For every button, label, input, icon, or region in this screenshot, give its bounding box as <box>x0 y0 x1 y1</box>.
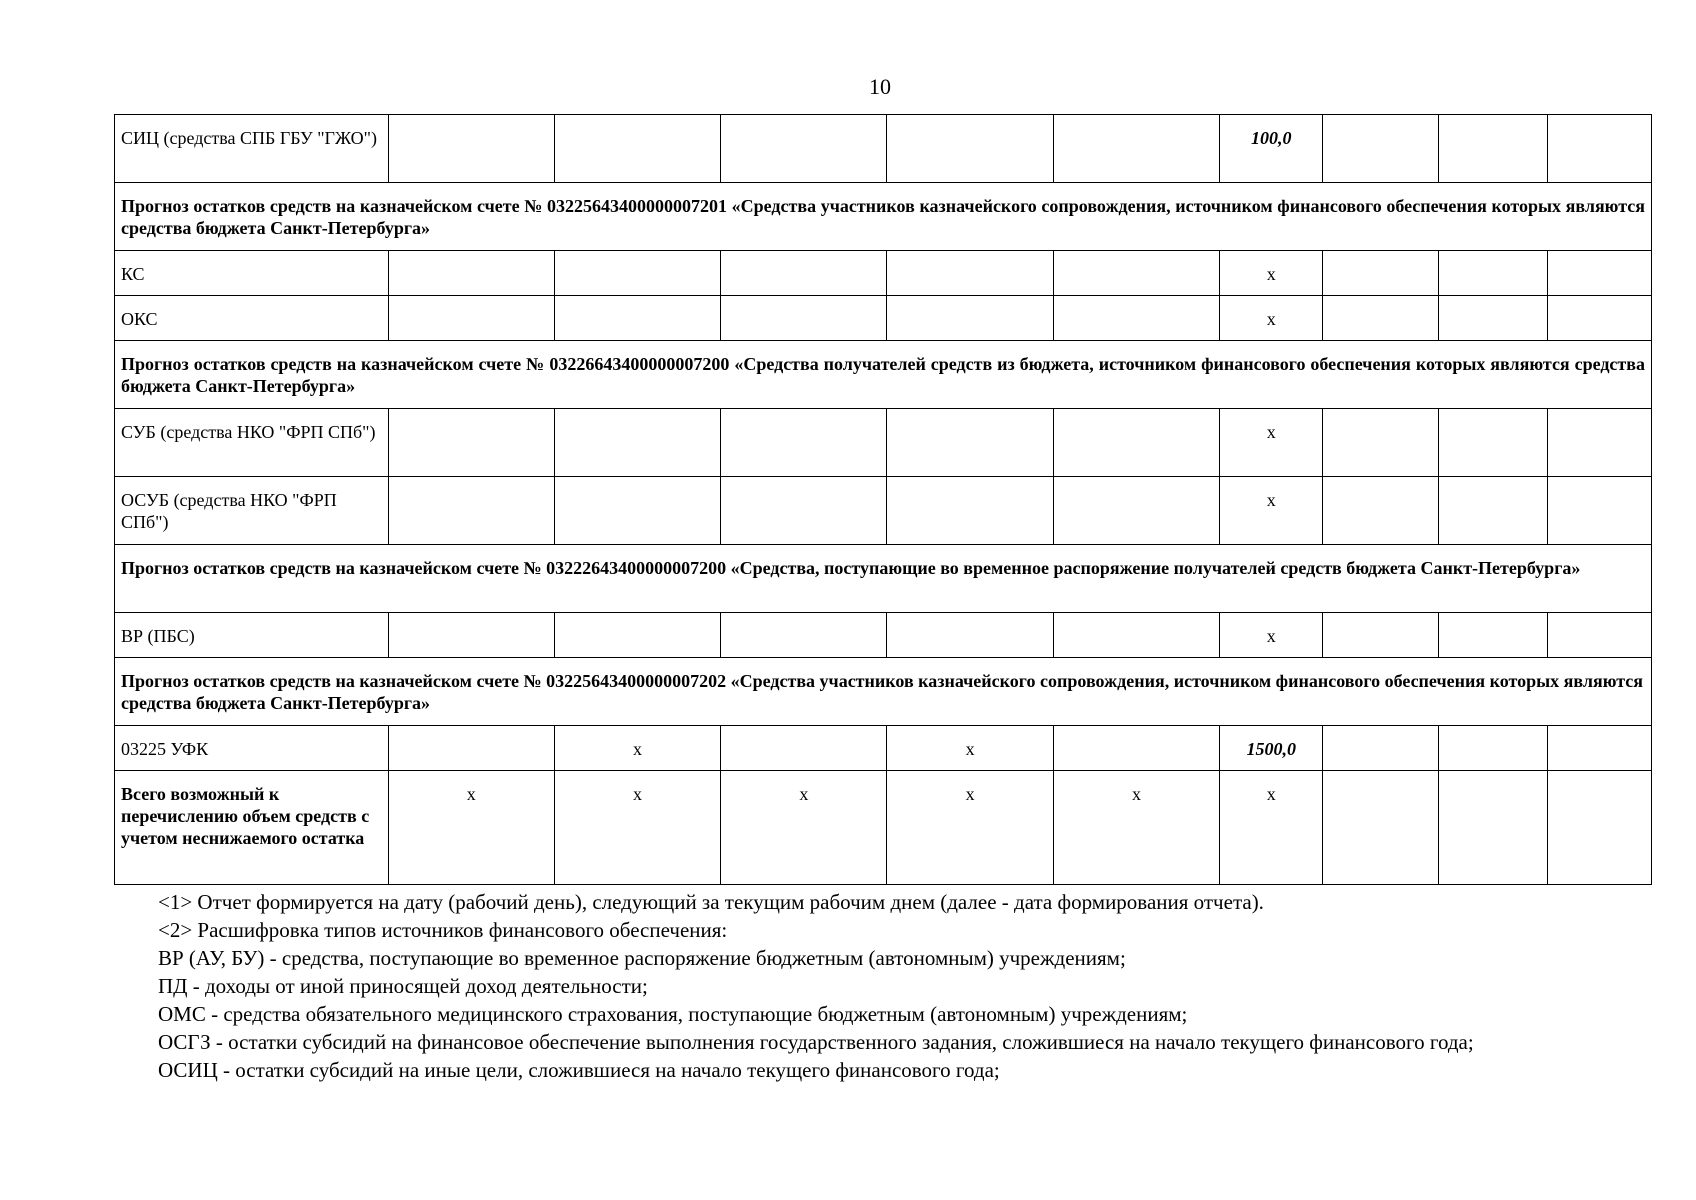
cell-value: x <box>466 784 476 804</box>
cell-value: x <box>965 739 975 759</box>
row-label: Всего возможный к перечислению объем средств с учетом неснижаемого остатка <box>115 771 389 885</box>
table-cell <box>554 771 720 885</box>
section-header: Прогноз остатков средств на казначейском счете № 03226643400000007200 «Средства получателей средств из бюджета, источником финансового обеспечения которых являются средства бюджета Санкт-Петербурга» <box>115 341 1652 409</box>
table-cell <box>1323 613 1438 658</box>
note-vr: ВР (АУ, БУ) - средства, поступающие во временное распоряжение бюджетным (автономным) учреждениям; <box>158 946 1126 970</box>
table-row <box>115 115 1652 183</box>
table-cell <box>721 115 887 183</box>
table-row <box>115 251 1652 296</box>
table-row <box>115 296 1652 341</box>
table-cell <box>1323 726 1438 771</box>
note-pd: ПД - доходы от иной приносящей доход деятельности; <box>158 974 648 998</box>
table-cell <box>388 726 554 771</box>
table-cell <box>554 726 720 771</box>
cell-value: 100,0 <box>1250 128 1292 148</box>
table-row <box>115 477 1652 545</box>
row-label: КС <box>115 251 389 296</box>
table-cell <box>1220 613 1323 658</box>
table-cell <box>554 613 720 658</box>
table-cell <box>887 409 1053 477</box>
table-cell <box>1547 613 1651 658</box>
table-cell <box>887 115 1053 183</box>
table-cell <box>1323 251 1438 296</box>
table-cell <box>721 409 887 477</box>
forecast-table <box>114 114 1652 885</box>
cell-value: x <box>1131 784 1141 804</box>
table-cell <box>1547 477 1651 545</box>
table-body <box>115 115 1652 885</box>
note-osgz: ОСГЗ - остатки субсидий на финансовое обеспечение выполнения государственного задания, сложившиеся на начало текущего финансового года; <box>158 1030 1474 1054</box>
table-cell <box>1053 726 1219 771</box>
table-row <box>115 613 1652 658</box>
section-header: Прогноз остатков средств на казначейском счете № 03225643400000007201 «Средства участников казначейского сопровождения, источником финансового обеспечения которых являются средства бюджета Санкт-Петербурга» <box>115 183 1652 251</box>
table-row <box>115 771 1652 885</box>
table-cell <box>1547 409 1651 477</box>
table-cell <box>887 613 1053 658</box>
table-cell <box>1547 115 1651 183</box>
note-oms: ОМС - средства обязательного медицинского страхования, поступающие бюджетным (автономным) учреждениям; <box>158 1002 1188 1026</box>
section-header-row <box>115 183 1652 251</box>
table-cell <box>1220 477 1323 545</box>
table-cell <box>887 296 1053 341</box>
table-cell <box>1438 251 1547 296</box>
footnote-2: <2> Расшифровка типов источников финансового обеспечения: <box>158 918 728 942</box>
table-cell <box>1220 296 1323 341</box>
table-cell <box>887 251 1053 296</box>
table-cell <box>1323 477 1438 545</box>
table-cell <box>721 251 887 296</box>
cell-value: x <box>633 784 642 804</box>
row-label: 03225 УФК <box>115 726 389 771</box>
table-cell <box>721 477 887 545</box>
table-cell <box>721 771 887 885</box>
table-cell <box>1220 409 1323 477</box>
section-header: Прогноз остатков средств на казначейском счете № 03225643400000007202 «Средства участников казначейского сопровождения, источником финансового обеспечения которых являются средства бюджета Санкт-Петербурга» <box>115 658 1652 726</box>
section-header-row <box>115 341 1652 409</box>
row-label: ОКС <box>115 296 389 341</box>
table-cell <box>554 296 720 341</box>
table-cell <box>1323 409 1438 477</box>
table-cell <box>1053 296 1219 341</box>
section-header-row <box>115 658 1652 726</box>
table-cell <box>1220 115 1323 183</box>
table-cell <box>1547 296 1651 341</box>
table-cell <box>554 115 720 183</box>
row-label: СУБ (средства НКО "ФРП СПб") <box>115 409 389 477</box>
section-header-row <box>115 545 1652 613</box>
row-label: ВР (ПБС) <box>115 613 389 658</box>
cell-value: x <box>1266 784 1276 804</box>
table-row <box>115 409 1652 477</box>
cell-value: 1500,0 <box>1246 739 1296 759</box>
note-osic: ОСИЦ - остатки субсидий на иные цели, сложившиеся на начало текущего финансового года; <box>158 1058 1000 1082</box>
table-cell <box>388 477 554 545</box>
cell-value: x <box>1266 490 1276 510</box>
table-cell <box>388 771 554 885</box>
cell-value: x <box>1266 264 1276 284</box>
cell-value: x <box>1266 309 1276 329</box>
table-cell <box>721 726 887 771</box>
table-cell <box>887 477 1053 545</box>
table-cell <box>388 296 554 341</box>
table-cell <box>887 726 1053 771</box>
footnotes <box>114 888 1640 1084</box>
table-cell <box>1323 771 1438 885</box>
table-cell <box>1323 296 1438 341</box>
table-cell <box>388 613 554 658</box>
table-cell <box>554 409 720 477</box>
cell-value: x <box>1266 422 1276 442</box>
table-cell <box>1053 251 1219 296</box>
table-cell <box>1438 477 1547 545</box>
table-cell <box>1053 409 1219 477</box>
table-cell <box>1220 726 1323 771</box>
table-cell <box>554 251 720 296</box>
cell-value: x <box>633 739 642 759</box>
table-cell <box>1053 771 1219 885</box>
table-cell <box>1053 115 1219 183</box>
row-label: ОСУБ (средства НКО "ФРП СПб") <box>115 477 389 545</box>
table-cell <box>1438 409 1547 477</box>
table-cell <box>1547 251 1651 296</box>
table-cell <box>1438 771 1547 885</box>
table-cell <box>388 115 554 183</box>
table-cell <box>1438 726 1547 771</box>
table-cell <box>1053 613 1219 658</box>
table-cell <box>887 771 1053 885</box>
table-cell <box>1053 477 1219 545</box>
row-label: СИЦ (средства СПБ ГБУ "ГЖО") <box>115 115 389 183</box>
table-row <box>115 726 1652 771</box>
table-cell <box>1323 115 1438 183</box>
table-cell <box>1438 115 1547 183</box>
table-cell <box>721 296 887 341</box>
footnote-1: <1> Отчет формируется на дату (рабочий день), следующий за текущим рабочим днем (далее - дата формирования отчета). <box>158 890 1264 914</box>
cell-value: x <box>799 784 809 804</box>
table-cell <box>721 613 887 658</box>
table-cell <box>1220 251 1323 296</box>
table-cell <box>1547 771 1651 885</box>
cell-value: x <box>1266 626 1276 646</box>
page-number: 10 <box>869 74 891 99</box>
table-cell <box>1438 296 1547 341</box>
table-cell <box>554 477 720 545</box>
table-cell <box>388 409 554 477</box>
table-cell <box>1547 726 1651 771</box>
cell-value: x <box>965 784 975 804</box>
table-cell <box>1220 771 1323 885</box>
section-header: Прогноз остатков средств на казначейском счете № 03222643400000007200 «Средства, поступающие во временное распоряжение получателей средств бюджета Санкт-Петербурга» <box>115 545 1652 613</box>
table-cell <box>1438 613 1547 658</box>
table-cell <box>388 251 554 296</box>
